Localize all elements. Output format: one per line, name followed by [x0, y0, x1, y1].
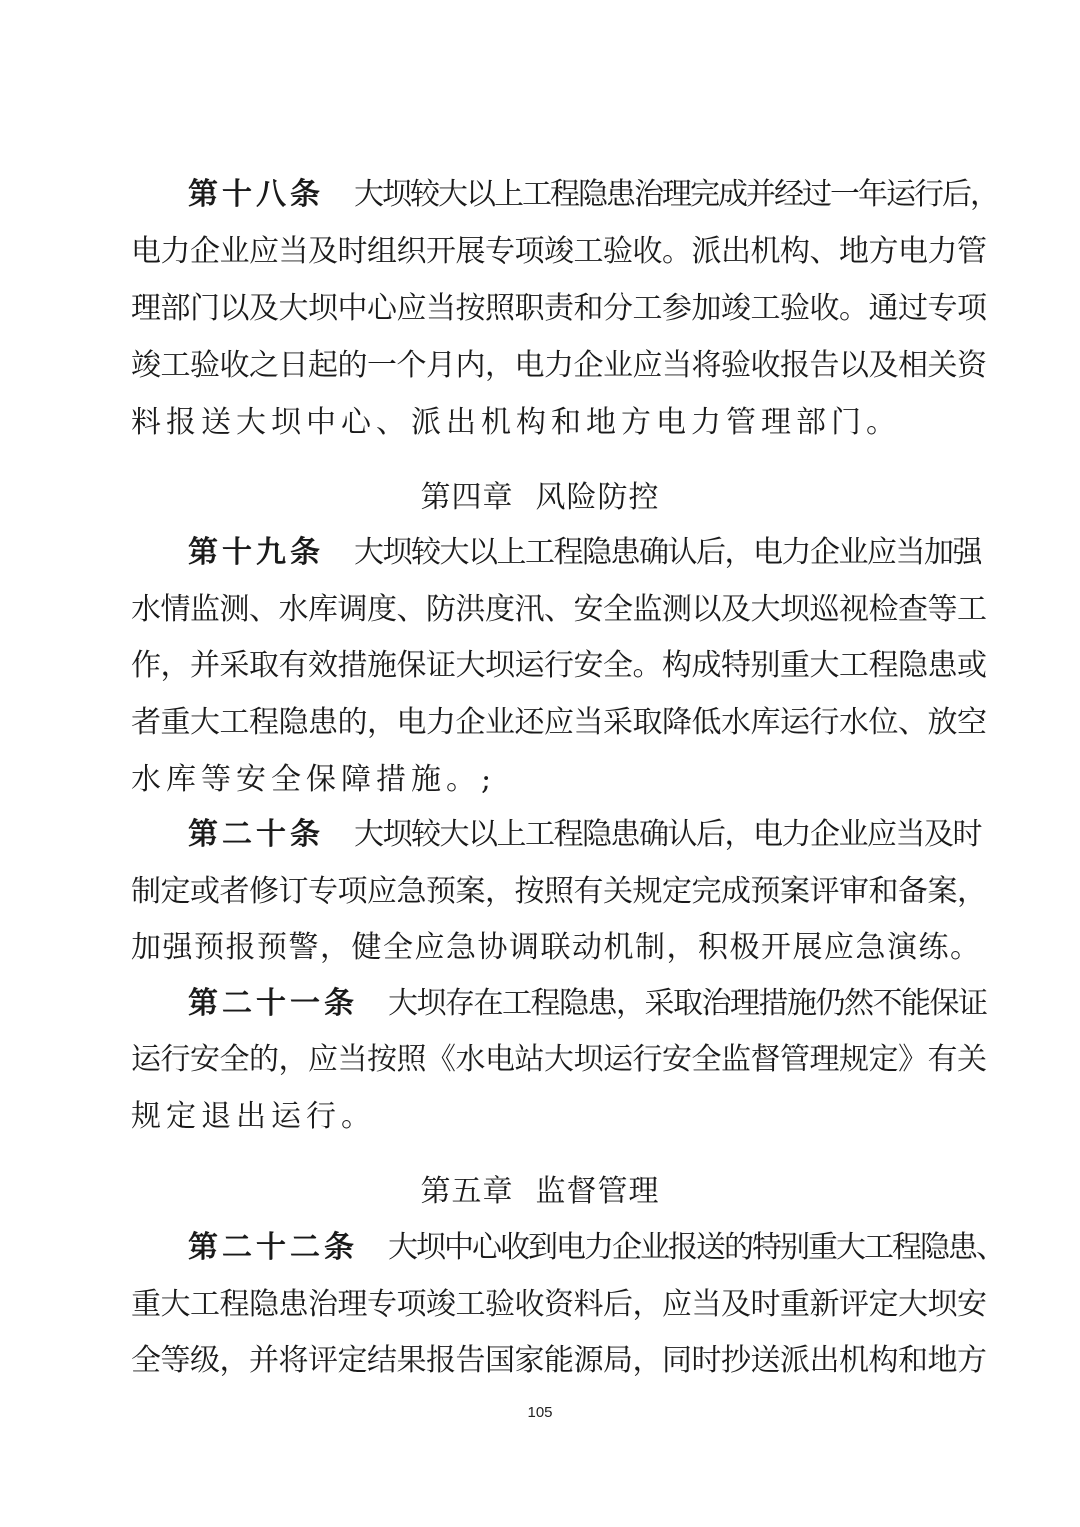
article-text: 大坝较大以上工程隐患确认后，电力企业应当及时: [354, 817, 981, 852]
article-19-line-1: [188, 533, 988, 573]
article-19-line-4: 者重大工程隐患的，电力企业还应当采取降低水库运行水位、放空: [131, 705, 987, 740]
article-18-line-5: 料报送大坝中心、派出机构和地方电力管理部门。: [131, 405, 901, 440]
article-20-line-3: 加强预报预警，健全应急协调联动机制，积极开展应急演练。: [131, 930, 982, 965]
chapter-title: 风险防控: [535, 480, 660, 515]
chapter-number: 第四章: [420, 480, 514, 515]
chapter-number: 第五章: [420, 1174, 514, 1209]
article-text: 大坝较大以上工程隐患确认后，电力企业应当加强: [354, 535, 981, 570]
page-number: 105: [527, 1404, 553, 1421]
article-label: 第十九条: [188, 535, 324, 570]
article-18-line-2: 电力企业应当及时组织开展专项竣工验收。派出机构、地方电力管: [131, 234, 987, 269]
article-22-line-3: 全等级，并将评定结果报告国家能源局，同时抄送派出机构和地方: [131, 1343, 987, 1378]
chapter-5-heading: [0, 1172, 1080, 1212]
article-label: 第二十二条: [188, 1230, 358, 1265]
chapter-title: 监督管理: [535, 1174, 660, 1209]
article-21-line-2: 运行安全的，应当按照《水电站大坝运行安全监督管理规定》有关: [131, 1042, 987, 1077]
article-22-line-1: [188, 1228, 1004, 1268]
article-18-line-1: [188, 175, 998, 215]
article-label: 第十八条: [188, 177, 324, 212]
article-text: 大坝存在工程隐患，采取治理措施仍然不能保证: [388, 986, 987, 1021]
article-19-line-2: 水情监测、水库调度、防洪度汛、安全监测以及大坝巡视检查等工: [131, 592, 987, 627]
article-text: 大坝较大以上工程隐患治理完成并经过一年运行后，: [354, 177, 998, 212]
article-22-line-2: 重大工程隐患治理专项竣工验收资料后，应当及时重新评定大坝安: [131, 1287, 987, 1322]
article-19-line-5: 水库等安全保障措施。;: [131, 762, 497, 797]
article-21-line-3: 规定退出运行。: [131, 1099, 376, 1134]
article-19-line-3: 作，并采取有效措施保证大坝运行安全。构成特别重大工程隐患或: [131, 648, 987, 683]
article-21-line-1: [188, 984, 988, 1024]
article-18-line-3: 理部门以及大坝中心应当按照职责和分工参加竣工验收。通过专项: [131, 291, 987, 326]
article-20-line-2: 制定或者修订专项应急预案，按照有关规定完成预案评审和备案，: [131, 874, 987, 909]
article-label: 第二十条: [188, 817, 324, 852]
article-20-line-1: [188, 815, 988, 855]
article-label: 第二十一条: [188, 986, 358, 1021]
article-18-line-4: 竣工验收之日起的一个月内，电力企业应当将验收报告以及相关资: [131, 348, 987, 383]
chapter-4-heading: [0, 478, 1080, 518]
article-text: 大坝中心收到电力企业报送的特别重大工程隐患、: [388, 1230, 1004, 1265]
